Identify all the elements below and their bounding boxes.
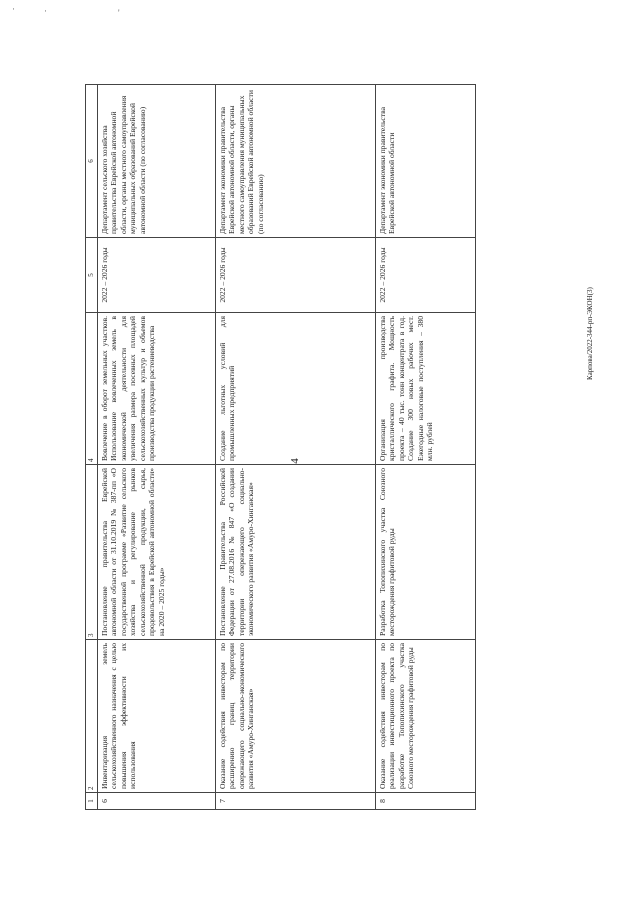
col-header: 1: [86, 793, 98, 810]
page-number: 4: [288, 458, 301, 464]
cell-result: Вовлечение в оборот земельных участков. Использование вовлеченных земель в экономической деятельности для увеличения размера посевных площадей сельскохозяйственных культур и объемов производства продукции растениеводства: [97, 313, 215, 465]
cell-document: Постановление правительства Еврейской автономной области от 31.10.2019 № 387-пп «О государственной программе «Развитие сельского хозяйства и регулирование рынков сельскохозяйственной продукции, сырья, продовольствия в Еврейской автономной области» на 2020 – 2025 годы»: [97, 465, 215, 640]
col-header: 4: [86, 313, 98, 465]
col-header: 2: [86, 640, 98, 793]
scan-mark: ·: [12, 4, 15, 14]
col-header: 5: [86, 238, 98, 313]
col-header: 6: [86, 85, 98, 238]
cell-responsible: Департамент экономики правительства Еврейской автономной области: [375, 85, 475, 238]
scan-mark: ': [118, 8, 120, 18]
table-row: [375, 85, 475, 810]
cell-period: 2022 – 2026 годы: [97, 238, 215, 313]
col-header: 3: [86, 465, 98, 640]
cell-action: Оказание содействия инвесторам по реализации инвестиционного проекта по разработке Топопихинского участка Союзного месторождения графитовой руды: [375, 640, 475, 793]
cell-result: Организация производства кристаллического графита. Мощность проекта – 40 тыс. тонн концентрата в год. Создание 300 новых рабочих мест. Ежегодные налоговые поступления – 380 млн. рублей: [375, 313, 475, 465]
scan-mark: ·: [44, 6, 47, 16]
measures-table: [85, 84, 476, 810]
row-number: 7: [215, 793, 375, 810]
table-header-row: [86, 85, 98, 810]
table-row: [97, 85, 215, 810]
cell-action: Оказание содействия инвесторам по расширению границ территории опережающего социально-экономического развития «Амуро-Хинганская»: [215, 640, 375, 793]
cell-document: Разработка Топопихинского участка Союзного месторождения графитовой руды: [375, 465, 475, 640]
footer-reference: Карпова/2022-344-рп-ЭКОН(3): [586, 287, 594, 380]
cell-action: Инвентаризация земель сельскохозяйственного назначения с целью повышения эффективности их использования: [97, 640, 215, 793]
table-row: [215, 85, 375, 810]
row-number: 6: [97, 793, 215, 810]
cell-document: Постановление Правительства Российской Федерации от 27.08.2016 № 847 «О создании территории опережающего социально-экономического развития «Амуро-Хинганская»: [215, 465, 375, 640]
cell-responsible: Департамент сельского хозяйства правительства Еврейской автономной области, органы местного самоуправления муниципальных образований Еврейской автономной области (по согласованию): [97, 85, 215, 238]
cell-responsible: Департамент экономики правительства Еврейской автономной области, органы местного самоуправления муниципальных образований Еврейской автономной области (по согласованию): [215, 85, 375, 238]
row-number: 8: [375, 793, 475, 810]
cell-period: 2022 – 2026 годы: [375, 238, 475, 313]
rotated-table-wrapper: [85, 90, 478, 810]
cell-result: Создание льготных условий для промышленных предприятий: [215, 313, 375, 465]
cell-period: 2022 – 2026 годы: [215, 238, 375, 313]
